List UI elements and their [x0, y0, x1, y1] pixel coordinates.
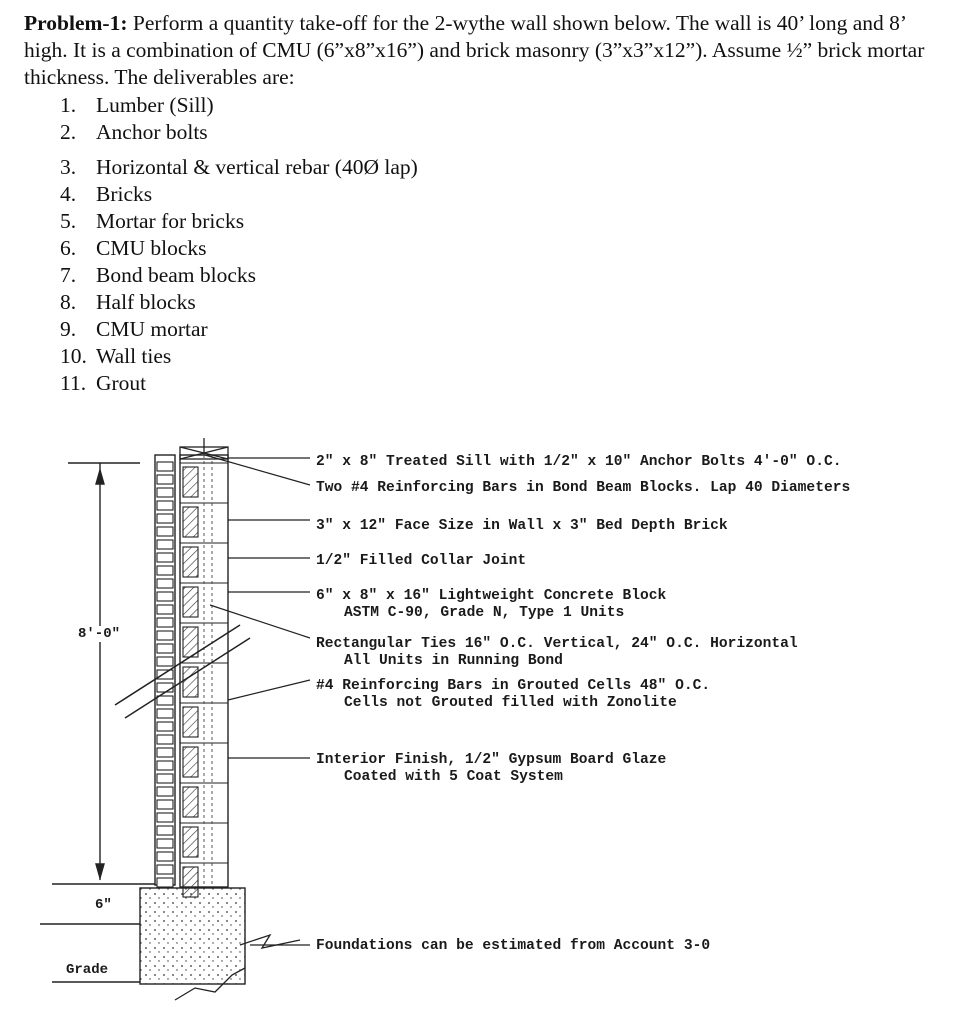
brick-course	[157, 579, 173, 588]
brick-course	[157, 540, 173, 549]
cmu-shell-hatch	[183, 547, 198, 577]
brick-course	[157, 839, 173, 848]
brick-course	[157, 475, 173, 484]
callout-concrete-block: 6" x 8" x 16" Lightweight Concrete Block ASTM C-90, Grade N, Type 1 Units	[316, 588, 667, 621]
brick-course	[157, 826, 173, 835]
list-item: 7. Bond beam blocks	[60, 263, 257, 287]
brick-course	[157, 501, 173, 510]
cmu-shell-hatch	[183, 507, 198, 537]
problem-text: Perform a quantity take-off for the 2-wythe wall shown below. The wall is 40’ long and 8’ high. It is a combination of CMU (6”x8”x16”) and brick masonry (3”x3”x12”). Assume ½” brick mortar thickness. The deliverables are:	[24, 11, 925, 89]
callout-collar-joint: 1/2" Filled Collar Joint	[316, 553, 527, 569]
brick-course	[157, 774, 173, 783]
brick-course	[157, 644, 173, 653]
brick-course	[157, 657, 173, 666]
brick-course	[157, 878, 173, 887]
callout-grouted-cells: #4 Reinforcing Bars in Grouted Cells 48" O.C. Cells not Grouted filled with Zonolite	[316, 678, 711, 711]
brick-course	[157, 865, 173, 874]
problem-heading: Problem-1:	[24, 11, 128, 35]
callout-foundations: Foundations can be estimated from Account 3-0	[316, 938, 711, 954]
brick-course	[157, 800, 173, 809]
list-item: 4. Bricks	[60, 182, 153, 206]
brick-course	[157, 761, 173, 770]
cmu-shell-hatch	[183, 467, 198, 497]
grade-label: Grade	[66, 962, 109, 978]
brick-course	[157, 748, 173, 757]
callout-ties: Rectangular Ties 16" O.C. Vertical, 24" O.C. Horizontal All Units in Running Bond	[316, 636, 798, 669]
brick-course	[157, 683, 173, 692]
brick-course	[157, 553, 173, 562]
brick-course	[157, 514, 173, 523]
callout-sill: 2" x 8" Treated Sill with 1/2" x 10" Anchor Bolts 4'-0" O.C.	[316, 454, 842, 470]
list-item: 2. Anchor bolts	[60, 120, 208, 144]
brick-course	[157, 670, 173, 679]
list-item: 3. Horizontal & vertical rebar (40Ø lap)	[60, 155, 418, 179]
brick-course	[157, 605, 173, 614]
list-item: 8. Half blocks	[60, 290, 196, 314]
grade-offset-label: 6"	[95, 897, 112, 913]
cmu-shell-hatch	[183, 867, 198, 897]
brick-course	[157, 709, 173, 718]
height-dimension-label: 8'-0"	[78, 626, 121, 642]
cmu-shell-hatch	[183, 747, 198, 777]
list-item: 6. CMU blocks	[60, 236, 207, 260]
brick-course	[157, 488, 173, 497]
brick-course	[157, 462, 173, 471]
list-item: 10. Wall ties	[60, 344, 172, 368]
brick-course	[157, 527, 173, 536]
cmu-shell-hatch	[183, 707, 198, 737]
brick-course	[157, 735, 173, 744]
foundation	[140, 888, 300, 1000]
brick-course	[157, 787, 173, 796]
list-item: 5. Mortar for bricks	[60, 209, 245, 233]
brick-course	[157, 592, 173, 601]
brick-course	[157, 852, 173, 861]
brick-course	[157, 631, 173, 640]
brick-course	[157, 722, 173, 731]
brick-course	[157, 618, 173, 627]
list-item: 1. Lumber (Sill)	[60, 93, 214, 117]
cmu-shell-hatch	[183, 827, 198, 857]
cmu-wythe	[180, 455, 228, 897]
callout-interior-finish: Interior Finish, 1/2" Gypsum Board Glaze Coated with 5 Coat System	[316, 752, 667, 785]
brick-wythe	[155, 455, 175, 887]
cmu-shell-hatch	[183, 587, 198, 617]
list-item: 9. CMU mortar	[60, 317, 208, 341]
callout-bond-beam-bars: Two #4 Reinforcing Bars in Bond Beam Blocks. Lap 40 Diameters	[316, 480, 851, 496]
cmu-shell-hatch	[183, 787, 198, 817]
brick-course	[157, 696, 173, 705]
brick-course	[157, 566, 173, 575]
cmu-shell-hatch	[183, 667, 198, 697]
brick-course	[157, 813, 173, 822]
callout-brick: 3" x 12" Face Size in Wall x 3" Bed Depth Brick	[316, 518, 728, 534]
list-item: 11. Grout	[60, 371, 147, 395]
